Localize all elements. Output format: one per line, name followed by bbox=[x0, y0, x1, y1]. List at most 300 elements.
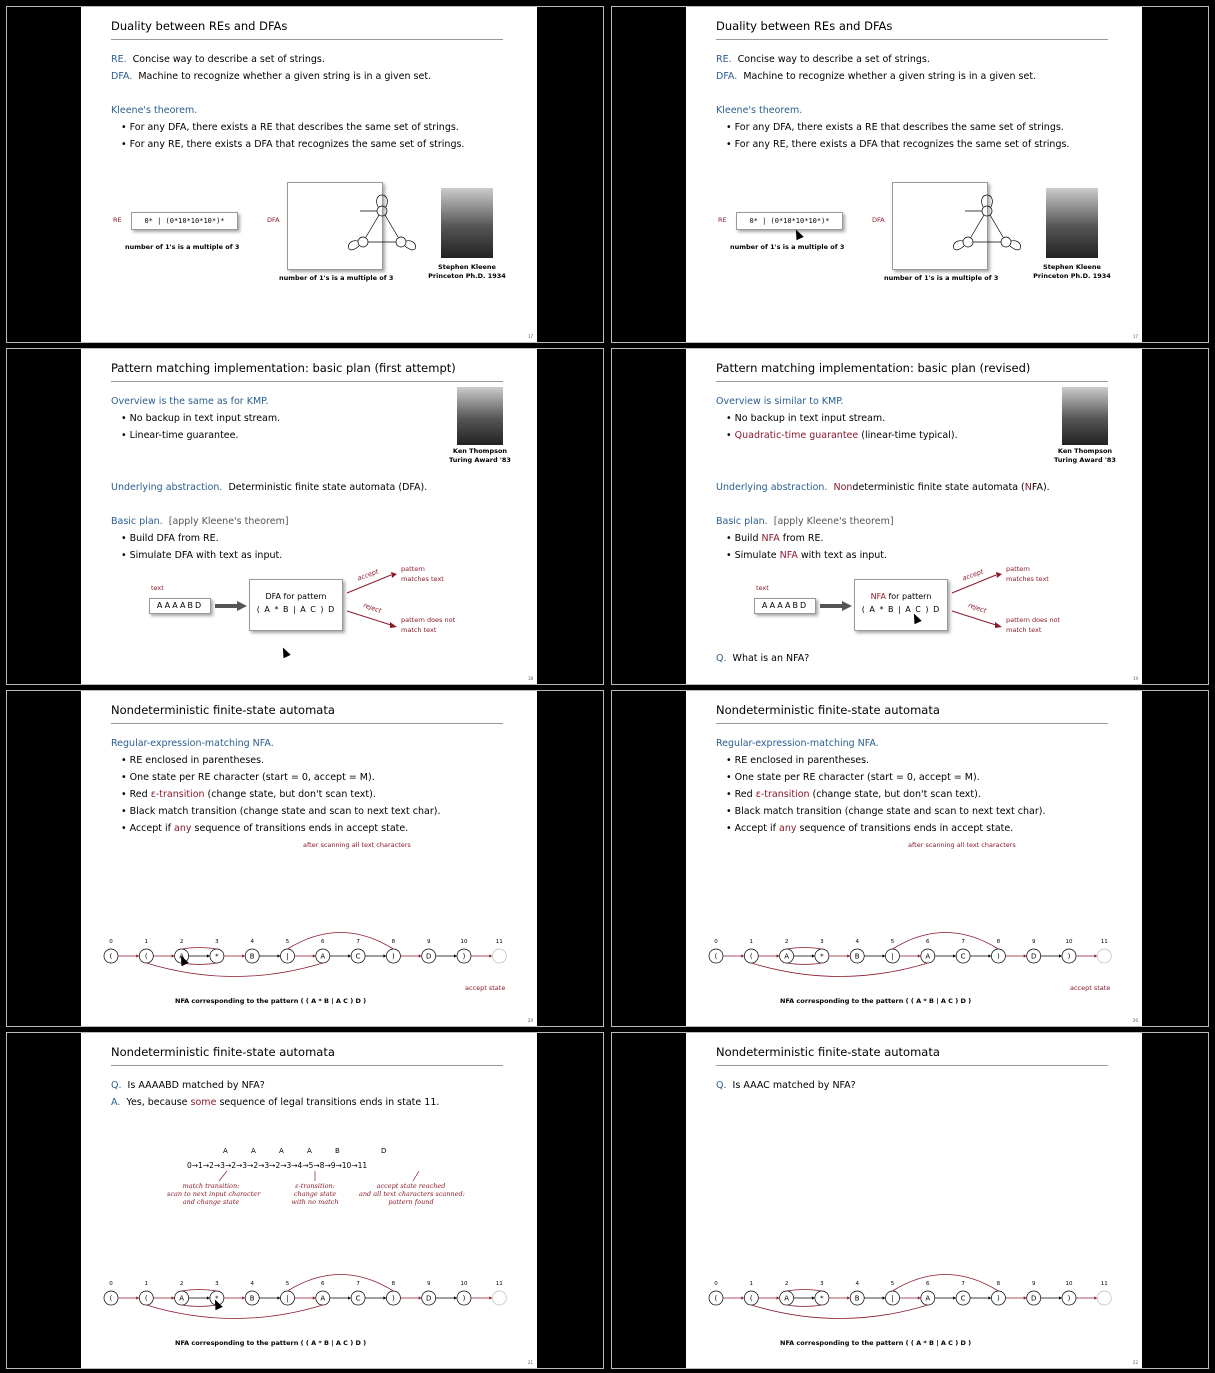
outcome-arrows bbox=[345, 571, 405, 631]
box-nfa: NFA bbox=[870, 592, 886, 601]
input-letter: A bbox=[223, 1147, 228, 1155]
slide-thumbnail-17[interactable] bbox=[6, 6, 604, 343]
nfa-heading: Regular-expression-matching NFA. bbox=[111, 738, 274, 749]
state-number: 9 bbox=[1031, 939, 1036, 945]
b5a: Accept if bbox=[734, 823, 780, 834]
state-char: A bbox=[320, 1294, 326, 1303]
or-arc bbox=[285, 933, 394, 950]
p1b: from RE. bbox=[779, 533, 824, 544]
bullet: • Black match transition (change state and scan to next text char). bbox=[121, 806, 440, 817]
state-number: 1 bbox=[144, 1281, 149, 1287]
state-char: * bbox=[215, 952, 219, 961]
re-label: RE. bbox=[111, 54, 127, 65]
state-number: 3 bbox=[820, 1281, 824, 1287]
p1r: NFA bbox=[761, 533, 780, 544]
transition-sequence: 0→1→2→3→2→3→2→3→2→3→4→5→8→9→10→11 bbox=[187, 1161, 368, 1170]
slide-number: 22 bbox=[1132, 1360, 1138, 1365]
transition-arrowhead bbox=[847, 954, 850, 957]
dfa-label: DFA. bbox=[716, 71, 738, 82]
ann2b: change state bbox=[293, 1190, 337, 1198]
title-rule bbox=[716, 723, 1108, 724]
state-number: 10 bbox=[1065, 939, 1073, 945]
state-number: 3 bbox=[820, 939, 824, 945]
star-arc-forward bbox=[182, 1290, 217, 1292]
state-number: 2 bbox=[179, 939, 184, 945]
transition-arrowhead bbox=[383, 954, 386, 957]
linear-text: (linear-time typical). bbox=[861, 430, 958, 441]
bullet: • No backup in text input stream. bbox=[121, 413, 280, 424]
slide-thumbnail-17b[interactable] bbox=[611, 6, 1209, 343]
ann3b: and all text characters scanned: bbox=[359, 1190, 465, 1198]
state-number: 5 bbox=[890, 939, 895, 945]
slide-number: 21 bbox=[527, 1360, 533, 1365]
b3a: Red bbox=[129, 789, 151, 800]
a-label: A. bbox=[111, 1097, 121, 1108]
ann2c: with no match bbox=[291, 1198, 339, 1206]
slide-title: Nondeterministic finite-state automata bbox=[716, 1045, 940, 1059]
b5r: any bbox=[779, 823, 797, 834]
nfa-diagram bbox=[686, 1263, 1142, 1343]
reject-text-2: match text bbox=[1006, 626, 1042, 634]
photo-name: Ken Thompson bbox=[1057, 447, 1113, 455]
bullet: • RE enclosed in parentheses. bbox=[121, 755, 264, 766]
transition-arrowhead bbox=[313, 954, 316, 957]
input-letters bbox=[81, 1147, 537, 1157]
dfa-tag: DFA bbox=[267, 216, 280, 224]
dfa-label: DFA. bbox=[111, 71, 133, 82]
state-number: 4 bbox=[250, 939, 254, 945]
transition-arrowhead bbox=[313, 1296, 316, 1299]
re-caption: number of 1's is a multiple of 3 bbox=[730, 243, 845, 251]
nfa-caption: NFA corresponding to the pattern ( ( A * B | A C ) D ) bbox=[780, 1339, 972, 1347]
slide-thumbnail-22[interactable] bbox=[611, 1032, 1209, 1369]
ann1a: match transition: bbox=[182, 1182, 240, 1190]
transition-arrowhead bbox=[348, 954, 351, 957]
re-caption: number of 1's is a multiple of 3 bbox=[125, 243, 240, 251]
title-rule bbox=[111, 381, 503, 382]
state-number: 0 bbox=[714, 939, 718, 945]
p2r: NFA bbox=[779, 550, 798, 561]
input-letter: A bbox=[307, 1147, 312, 1155]
after-note: after scanning all text characters bbox=[303, 841, 411, 849]
state-number: 11 bbox=[495, 939, 503, 945]
slide-canvas bbox=[686, 349, 1142, 684]
transition-arrowhead bbox=[988, 954, 991, 957]
slide-canvas bbox=[686, 7, 1142, 342]
state-char: D bbox=[426, 1294, 432, 1303]
b3b: (change state, but don't scan text). bbox=[204, 789, 376, 800]
photo-name: Stephen Kleene bbox=[438, 263, 496, 271]
slide-title: Nondeterministic finite-state automata bbox=[111, 703, 335, 717]
re-text: Concise way to describe a set of strings. bbox=[737, 54, 930, 65]
state-char: | bbox=[286, 952, 289, 961]
input-letter: D bbox=[381, 1147, 387, 1155]
transition-arrowhead bbox=[489, 1296, 492, 1299]
bullet: • No backup in text input stream. bbox=[726, 413, 885, 424]
state-number: 3 bbox=[215, 939, 219, 945]
state-number: 7 bbox=[356, 1281, 360, 1287]
transition-arrowhead bbox=[1059, 954, 1062, 957]
state-number: 8 bbox=[391, 1281, 396, 1287]
re-tag: RE bbox=[113, 216, 122, 224]
dfa-text: Machine to recognize whether a given string is in a given set. bbox=[138, 71, 432, 82]
state-char: | bbox=[286, 1294, 289, 1303]
slide-canvas bbox=[686, 691, 1142, 1026]
state-char: D bbox=[426, 952, 432, 961]
or-arc bbox=[890, 933, 999, 950]
transition-arrowhead bbox=[918, 954, 921, 957]
slide-canvas bbox=[81, 349, 537, 684]
transition-arrowhead bbox=[1094, 954, 1097, 957]
slide-title: Duality between REs and DFAs bbox=[716, 19, 893, 33]
n-prefix: N bbox=[1024, 482, 1032, 493]
transition-arrowhead bbox=[172, 954, 175, 957]
accept-label: accept bbox=[356, 567, 380, 583]
or-arc bbox=[890, 1275, 999, 1292]
slide-title: Pattern matching implementation: basic plan (first attempt) bbox=[111, 361, 456, 375]
under-label: Underlying abstraction. bbox=[716, 482, 828, 493]
transition-arrowhead bbox=[1024, 1296, 1027, 1299]
accept-text-1: pattern bbox=[401, 565, 425, 573]
transition-arrowhead bbox=[419, 954, 422, 957]
bullet: • Build DFA from RE. bbox=[121, 533, 219, 544]
state-number: 11 bbox=[495, 1281, 503, 1287]
state-number: 10 bbox=[1065, 1281, 1073, 1287]
slide-title: Duality between REs and DFAs bbox=[111, 19, 288, 33]
slide-title: Pattern matching implementation: basic plan (revised) bbox=[716, 361, 1031, 375]
state-circle bbox=[1097, 1291, 1111, 1305]
state-circle bbox=[1097, 949, 1111, 963]
state-number: 9 bbox=[1031, 1281, 1036, 1287]
state-number: 0 bbox=[109, 939, 113, 945]
state-number: 11 bbox=[1100, 939, 1108, 945]
state-number: 0 bbox=[109, 1281, 113, 1287]
reject-text-1: pattern does not bbox=[401, 616, 456, 624]
state-char: C bbox=[960, 952, 966, 961]
nfa-caption: NFA corresponding to the pattern ( ( A * B | A C ) D ) bbox=[175, 1339, 367, 1347]
box-line2: ( A * B | A C ) D bbox=[256, 605, 336, 614]
b5a: Accept if bbox=[129, 823, 175, 834]
nfa-heading: Regular-expression-matching NFA. bbox=[716, 738, 879, 749]
transition-arrowhead bbox=[741, 1296, 744, 1299]
outcome-arrows bbox=[950, 571, 1010, 631]
q-text: Is AAAABD matched by NFA? bbox=[127, 1080, 265, 1091]
transition-arrowhead bbox=[136, 954, 139, 957]
plan-label: Basic plan. bbox=[111, 516, 163, 527]
transition-arrowhead bbox=[454, 954, 457, 957]
re-tag: RE bbox=[718, 216, 727, 224]
dfa-diagram bbox=[287, 182, 383, 270]
slide-canvas bbox=[81, 1033, 537, 1368]
q-text: Is AAAC matched by NFA? bbox=[732, 1080, 856, 1091]
state-number: 5 bbox=[890, 1281, 895, 1287]
slide-canvas bbox=[81, 691, 537, 1026]
arrow-icon bbox=[820, 601, 852, 611]
kleene-heading: Kleene's theorem. bbox=[111, 105, 198, 116]
a-red: some bbox=[190, 1097, 217, 1108]
ann2a: ε-transition: bbox=[295, 1182, 335, 1190]
title-rule bbox=[111, 39, 503, 40]
re-box: 0* | (0*10*10*10*)* bbox=[736, 212, 843, 230]
state-number: 8 bbox=[996, 939, 1001, 945]
ann3a: accept state reached bbox=[376, 1182, 446, 1190]
p2a: Simulate bbox=[734, 550, 780, 561]
transition-arrowhead bbox=[812, 954, 815, 957]
kleene-photo bbox=[441, 188, 493, 258]
title-rule bbox=[716, 39, 1108, 40]
state-char: ( bbox=[144, 1294, 148, 1303]
ann1c: and change state bbox=[182, 1198, 240, 1206]
state-char: ) bbox=[997, 1294, 1000, 1303]
state-number: 8 bbox=[996, 1281, 1001, 1287]
star-arc-forward bbox=[182, 948, 217, 950]
epsilon-annotation bbox=[277, 1182, 353, 1206]
state-char: ( bbox=[109, 1294, 113, 1303]
transition-arrowhead bbox=[847, 1296, 850, 1299]
re-label: RE. bbox=[716, 54, 732, 65]
transition-arrowhead bbox=[918, 1296, 921, 1299]
state-number: 0 bbox=[714, 1281, 718, 1287]
state-circle bbox=[492, 1291, 506, 1305]
a-text1: Yes, because bbox=[126, 1097, 191, 1108]
mouse-cursor-icon bbox=[279, 646, 290, 658]
b5b: sequence of transitions ends in accept state. bbox=[191, 823, 409, 834]
b3a: Red bbox=[734, 789, 756, 800]
star-arc-forward bbox=[787, 1290, 822, 1292]
state-char: ) bbox=[392, 1294, 395, 1303]
overview: Overview is the same as for KMP. bbox=[111, 396, 269, 407]
title-rule bbox=[111, 1065, 503, 1066]
transition-arrowhead bbox=[454, 1296, 457, 1299]
input-letter: B bbox=[335, 1147, 340, 1155]
state-char: ( bbox=[749, 1294, 753, 1303]
alt-arc bbox=[751, 1305, 928, 1319]
state-number: 4 bbox=[855, 1281, 859, 1287]
slide-number: 20 bbox=[527, 1018, 533, 1023]
state-char: ) bbox=[997, 952, 1000, 961]
dfa-caption: number of 1's is a multiple of 3 bbox=[884, 274, 999, 282]
state-circle bbox=[492, 949, 506, 963]
nfa-caption: NFA corresponding to the pattern ( ( A * B | A C ) D ) bbox=[780, 997, 972, 1005]
transition-arrowhead bbox=[883, 954, 886, 957]
transition-arrowhead bbox=[741, 954, 744, 957]
dfa-text: Machine to recognize whether a given string is in a given set. bbox=[743, 71, 1037, 82]
state-char: ( bbox=[714, 952, 718, 961]
state-number: 4 bbox=[250, 1281, 254, 1287]
state-char: B bbox=[249, 952, 255, 961]
transition-arrowhead bbox=[419, 1296, 422, 1299]
transition-arrowhead bbox=[1094, 1296, 1097, 1299]
under-text: deterministic finite state automata ( bbox=[852, 482, 1025, 493]
state-number: 7 bbox=[961, 939, 965, 945]
transition-arrowhead bbox=[812, 1296, 815, 1299]
reject-text-1: pattern does not bbox=[1006, 616, 1061, 624]
or-arc bbox=[285, 1275, 394, 1292]
state-char: ( bbox=[749, 952, 753, 961]
b3r: ε-transition bbox=[150, 789, 205, 800]
state-char: ) bbox=[1067, 1294, 1071, 1303]
transition-arrowhead bbox=[136, 1296, 139, 1299]
state-char: * bbox=[215, 1294, 219, 1303]
state-number: 6 bbox=[926, 1281, 930, 1287]
state-number: 1 bbox=[749, 939, 754, 945]
transition-arrowhead bbox=[278, 954, 281, 957]
under-end: FA). bbox=[1031, 482, 1050, 493]
transition-arrowhead bbox=[988, 1296, 991, 1299]
b5r: any bbox=[174, 823, 192, 834]
p2b: with text as input. bbox=[797, 550, 888, 561]
state-char: A bbox=[784, 1294, 789, 1303]
state-char: ) bbox=[392, 952, 395, 961]
state-char: ( bbox=[144, 952, 148, 961]
slide-thumbnail-21[interactable] bbox=[6, 1032, 604, 1369]
state-number: 2 bbox=[784, 939, 789, 945]
accept-state-label: accept state bbox=[465, 984, 506, 992]
photo-desc: Princeton Ph.D. 1934 bbox=[428, 272, 506, 280]
ann1b: scan to next input character bbox=[167, 1190, 261, 1198]
state-number: 11 bbox=[1100, 1281, 1108, 1287]
slide-thumbnail-20[interactable] bbox=[6, 690, 604, 1027]
thompson-photo bbox=[457, 387, 503, 445]
state-number: 8 bbox=[391, 939, 396, 945]
re-box: 0* | (0*10*10*10*)* bbox=[131, 212, 238, 230]
non-prefix: Non bbox=[833, 482, 853, 493]
bullet: • One state per RE character (start = 0, accept = M). bbox=[726, 772, 980, 783]
title-rule bbox=[716, 1065, 1108, 1066]
state-char: | bbox=[891, 952, 894, 961]
dfa-graph bbox=[940, 183, 1034, 269]
transition-arrowhead bbox=[777, 954, 780, 957]
slide-canvas bbox=[686, 1033, 1142, 1368]
reject-text-2: match text bbox=[401, 626, 437, 634]
state-char: A bbox=[320, 952, 326, 961]
bullet: • For any RE, there exists a DFA that recognizes the same set of strings. bbox=[726, 139, 1069, 150]
bullet: • Black match transition (change state and scan to next text char). bbox=[726, 806, 1045, 817]
bullet: • For any DFA, there exists a RE that describes the same set of strings. bbox=[726, 122, 1064, 133]
slide-thumbnail-18[interactable] bbox=[6, 348, 604, 685]
star-arc-forward bbox=[787, 948, 822, 950]
q-label: Q. bbox=[716, 1080, 727, 1091]
star-arc-back bbox=[182, 1305, 217, 1307]
slide-number: 20 bbox=[1132, 1018, 1138, 1023]
state-number: 6 bbox=[321, 1281, 325, 1287]
quadratic-text: Quadratic-time guarantee bbox=[734, 430, 859, 441]
slide-thumbnail-19[interactable] bbox=[611, 348, 1209, 685]
accept-text-2: matches text bbox=[1006, 575, 1049, 583]
state-number: 9 bbox=[426, 1281, 431, 1287]
b5b: sequence of transitions ends in accept state. bbox=[796, 823, 1014, 834]
automaton-box bbox=[854, 579, 948, 631]
state-number: 5 bbox=[285, 1281, 290, 1287]
q-label: Q. bbox=[111, 1080, 122, 1091]
input-box: AAAABD bbox=[149, 598, 211, 614]
alt-arc bbox=[751, 963, 928, 977]
transition-arrowhead bbox=[242, 1296, 245, 1299]
state-char: * bbox=[820, 952, 824, 961]
state-number: 3 bbox=[215, 1281, 219, 1287]
state-char: B bbox=[249, 1294, 255, 1303]
state-char: * bbox=[820, 1294, 824, 1303]
bullet: • RE enclosed in parentheses. bbox=[726, 755, 869, 766]
slide-number: 17 bbox=[527, 334, 533, 339]
under-label: Underlying abstraction. bbox=[111, 482, 223, 493]
state-char: A bbox=[784, 952, 789, 961]
state-number: 7 bbox=[961, 1281, 965, 1287]
dfa-caption: number of 1's is a multiple of 3 bbox=[279, 274, 394, 282]
slide-number: 18 bbox=[527, 676, 533, 681]
transition-arrowhead bbox=[1024, 954, 1027, 957]
input-letter: A bbox=[279, 1147, 284, 1155]
plan-note: [apply Kleene's theorem] bbox=[773, 516, 894, 527]
bullet: • For any DFA, there exists a RE that describes the same set of strings. bbox=[121, 122, 459, 133]
photo-desc: Princeton Ph.D. 1934 bbox=[1033, 272, 1111, 280]
q-label: Q. bbox=[716, 653, 727, 664]
bullet: • Simulate DFA with text as input. bbox=[121, 550, 282, 561]
q-text: What is an NFA? bbox=[732, 653, 810, 664]
automaton-box bbox=[249, 579, 343, 631]
state-char: ) bbox=[1067, 952, 1071, 961]
a-text2: sequence of legal transitions ends in state 11. bbox=[216, 1097, 440, 1108]
photo-desc: Turing Award '83 bbox=[449, 456, 511, 464]
state-number: 10 bbox=[460, 1281, 468, 1287]
transition-arrowhead bbox=[777, 1296, 780, 1299]
transition-arrowhead bbox=[172, 1296, 175, 1299]
bullet: • Linear-time guarantee. bbox=[121, 430, 239, 441]
state-char: D bbox=[1031, 952, 1037, 961]
input-box: AAAABD bbox=[754, 598, 816, 614]
bullet: • One state per RE character (start = 0, accept = M). bbox=[121, 772, 375, 783]
photo-name: Stephen Kleene bbox=[1043, 263, 1101, 271]
state-char: A bbox=[925, 1294, 931, 1303]
photo-desc: Turing Award '83 bbox=[1054, 456, 1116, 464]
nfa-caption: NFA corresponding to the pattern ( ( A * B | A C ) D ) bbox=[175, 997, 367, 1005]
slide-thumbnail-20b[interactable] bbox=[611, 690, 1209, 1027]
transition-arrowhead bbox=[953, 1296, 956, 1299]
accept-label: accept bbox=[961, 567, 985, 583]
state-char: | bbox=[891, 1294, 894, 1303]
transition-arrowhead bbox=[953, 954, 956, 957]
reject-label: reject bbox=[967, 601, 988, 615]
re-text: Concise way to describe a set of strings. bbox=[132, 54, 325, 65]
state-number: 7 bbox=[356, 939, 360, 945]
dfa-diagram bbox=[892, 182, 988, 270]
star-arc-back bbox=[787, 1305, 822, 1307]
title-rule bbox=[111, 723, 503, 724]
transition-arrowhead bbox=[207, 954, 210, 957]
state-char: C bbox=[960, 1294, 966, 1303]
transition-arrowhead bbox=[883, 1296, 886, 1299]
state-char: A bbox=[179, 1294, 184, 1303]
state-char: C bbox=[355, 952, 361, 961]
state-number: 2 bbox=[784, 1281, 789, 1287]
box-line1: for pattern bbox=[885, 592, 932, 601]
state-char: ( bbox=[714, 1294, 718, 1303]
slide-number: 17 bbox=[1132, 334, 1138, 339]
state-char: B bbox=[854, 1294, 860, 1303]
state-number: 2 bbox=[179, 1281, 184, 1287]
photo-name: Ken Thompson bbox=[452, 447, 508, 455]
kleene-photo bbox=[1046, 188, 1098, 258]
state-number: 6 bbox=[321, 939, 325, 945]
accept-text-1: pattern bbox=[1006, 565, 1030, 573]
state-number: 10 bbox=[460, 939, 468, 945]
state-char: A bbox=[179, 952, 184, 961]
slide-number: 19 bbox=[1132, 676, 1138, 681]
state-char: ) bbox=[462, 952, 466, 961]
state-char: A bbox=[925, 952, 931, 961]
text-tag: text bbox=[756, 584, 769, 592]
transition-arrowhead bbox=[242, 954, 245, 957]
